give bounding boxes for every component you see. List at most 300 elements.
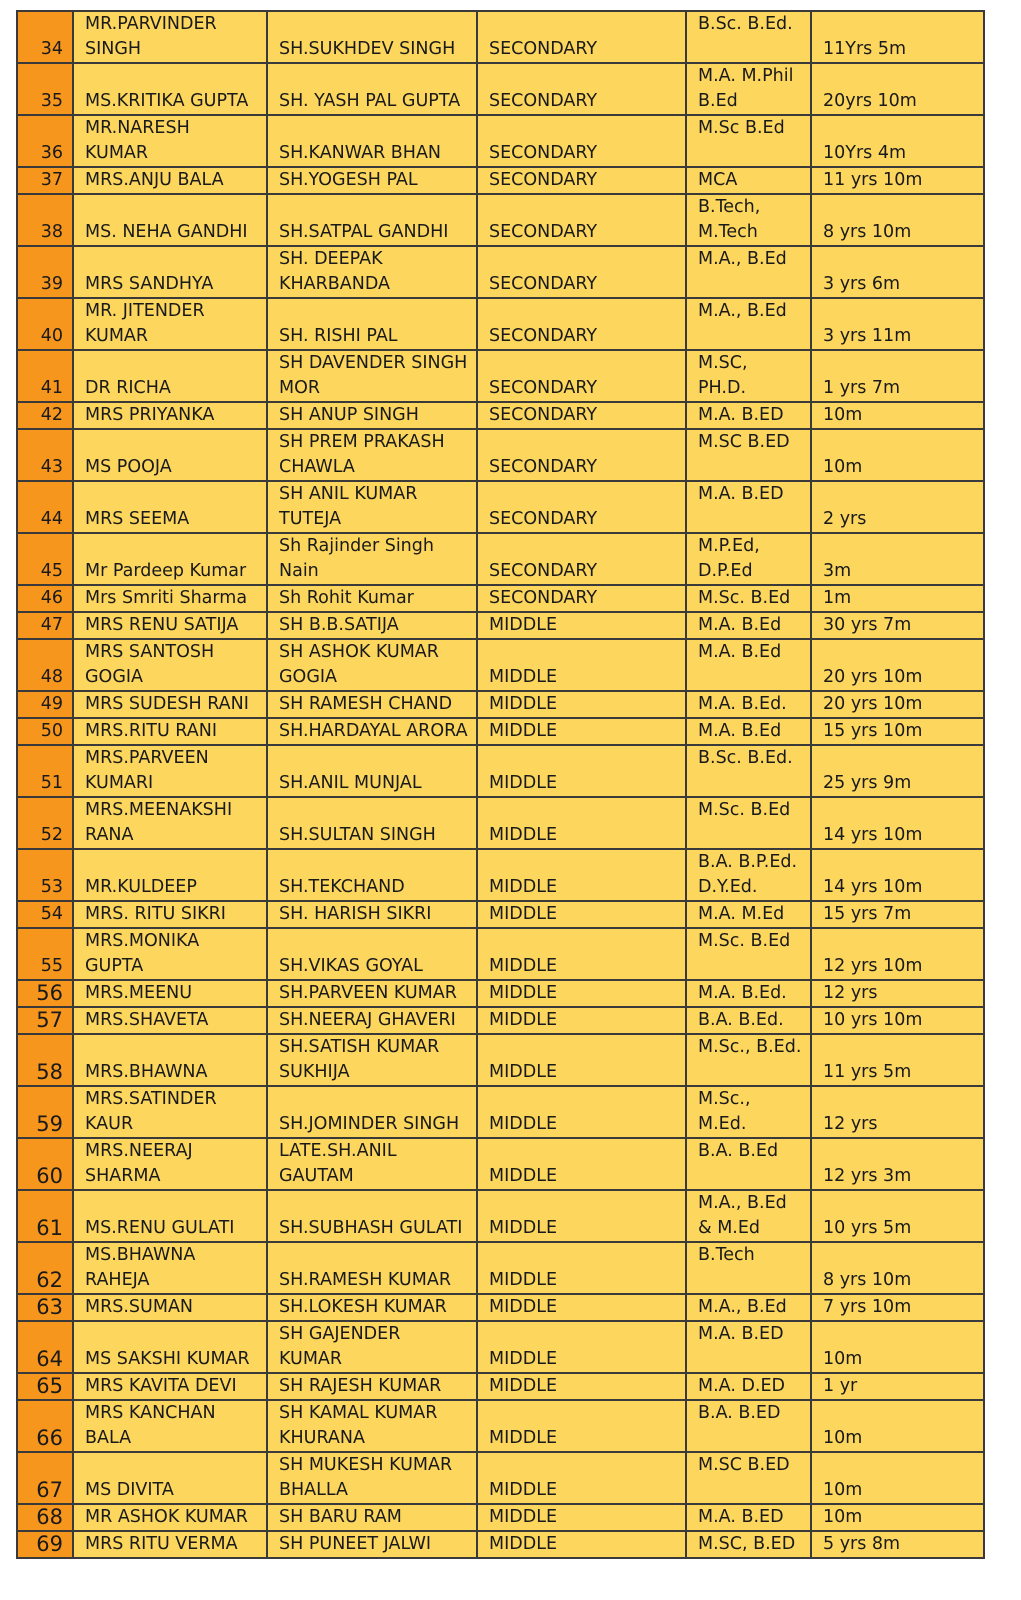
qual-line: B.Sc. B.Ed. (698, 748, 793, 768)
teacher-name-cell (73, 1086, 267, 1138)
father-name-cell (267, 745, 477, 797)
serial-number-cell: 48 (17, 639, 73, 691)
name-line: KUMAR (85, 326, 149, 346)
father-line: SH. HARISH SIKRI (279, 904, 432, 924)
staff-table-body (17, 11, 984, 1558)
father-name-cell (267, 115, 477, 167)
level-cell: SECONDARY (477, 246, 686, 298)
father-line: SH.VIKAS GOYAL (279, 956, 423, 976)
teacher-name-cell (73, 612, 267, 639)
father-line: SH.SUKHDEV SINGH (279, 39, 456, 59)
name-line: MS SAKSHI KUMAR (85, 1349, 250, 1369)
table-row (17, 1086, 984, 1138)
name-line: MRS KANCHAN (85, 1403, 216, 1423)
teacher-name-cell (73, 11, 267, 63)
father-name-cell (267, 612, 477, 639)
level-cell: MIDDLE (477, 1373, 686, 1400)
father-name-cell (267, 849, 477, 901)
level-cell: SECONDARY (477, 298, 686, 350)
name-line: MRS.ANJU BALA (85, 170, 224, 190)
experience-cell: 10m (811, 1452, 984, 1504)
qual-line: M.A. B.Ed (698, 615, 782, 635)
experience-cell: 10 yrs 5m (811, 1190, 984, 1242)
father-line: SH PUNEET JALWI (279, 1534, 432, 1554)
qual-line: M.Sc., (698, 1089, 751, 1109)
table-row (17, 246, 984, 298)
table-row (17, 1007, 984, 1034)
level-cell: MIDDLE (477, 1321, 686, 1373)
father-line: SH.LOKESH KUMAR (279, 1297, 447, 1317)
serial-number-cell: 68 (17, 1504, 73, 1531)
serial-number-cell: 58 (17, 1034, 73, 1086)
table-row (17, 194, 984, 246)
qualification-cell (686, 11, 811, 63)
father-name-cell (267, 533, 477, 585)
name-line: SINGH (85, 39, 142, 59)
name-line: MS. NEHA GANDHI (85, 222, 248, 242)
teacher-name-cell (73, 1531, 267, 1558)
name-line: MRS PRIYANKA (85, 405, 215, 425)
qualification-cell (686, 246, 811, 298)
serial-number-cell: 56 (17, 980, 73, 1007)
father-name-cell (267, 585, 477, 612)
teacher-name-cell (73, 585, 267, 612)
name-line: MS.BHAWNA (85, 1245, 196, 1265)
qualification-cell (686, 1400, 811, 1452)
table-row (17, 691, 984, 718)
father-line: SUKHIJA (279, 1062, 350, 1082)
teacher-name-cell (73, 1504, 267, 1531)
serial-number-cell: 34 (17, 11, 73, 63)
qual-line: B.A. B.Ed (698, 1141, 779, 1161)
teacher-name-cell (73, 1294, 267, 1321)
level-cell: SECONDARY (477, 63, 686, 115)
father-name-cell (267, 1294, 477, 1321)
qual-line: M.A. M.Phil (698, 66, 794, 86)
qual-line: M.A. M.Ed (698, 904, 785, 924)
name-line: MRS.MEENAKSHI (85, 800, 233, 820)
qualification-cell (686, 1242, 811, 1294)
name-line: BALA (85, 1428, 132, 1448)
name-line: MR ASHOK KUMAR (85, 1507, 248, 1527)
father-name-cell (267, 1190, 477, 1242)
experience-cell: 25 yrs 9m (811, 745, 984, 797)
father-line: KUMAR (279, 1349, 343, 1369)
experience-cell: 15 yrs 10m (811, 718, 984, 745)
father-line: SH ASHOK KUMAR (279, 642, 439, 662)
teacher-name-cell (73, 1242, 267, 1294)
qual-line: M.A. B.ED (698, 484, 784, 504)
qual-line: M.Sc B.Ed (698, 118, 785, 138)
qualification-cell (686, 1504, 811, 1531)
level-cell: SECONDARY (477, 350, 686, 402)
qual-line: M.P.Ed, (698, 536, 760, 556)
father-name-cell (267, 1400, 477, 1452)
name-line: MRS SEEMA (85, 509, 190, 529)
father-name-cell (267, 350, 477, 402)
serial-number-cell: 51 (17, 745, 73, 797)
level-cell: MIDDLE (477, 980, 686, 1007)
table-row (17, 1452, 984, 1504)
name-line: MRS RITU VERMA (85, 1534, 238, 1554)
table-row (17, 849, 984, 901)
qual-line: M.Ed. (698, 1114, 747, 1134)
experience-cell: 10m (811, 1504, 984, 1531)
table-row (17, 1138, 984, 1190)
table-row (17, 63, 984, 115)
level-cell: MIDDLE (477, 901, 686, 928)
father-name-cell (267, 1504, 477, 1531)
qualification-cell (686, 612, 811, 639)
father-line: SH. DEEPAK (279, 249, 383, 269)
experience-cell: 30 yrs 7m (811, 612, 984, 639)
qualification-cell (686, 167, 811, 194)
qualification-cell (686, 1190, 811, 1242)
qualification-cell (686, 901, 811, 928)
qual-line: B.Sc. B.Ed. (698, 14, 793, 34)
father-line: SH RAJESH KUMAR (279, 1376, 442, 1396)
name-line: KUMAR (85, 143, 149, 163)
level-cell: SECONDARY (477, 11, 686, 63)
name-line: MR.KULDEEP (85, 877, 197, 897)
qualification-cell (686, 691, 811, 718)
father-name-cell (267, 1086, 477, 1138)
father-name-cell (267, 402, 477, 429)
experience-cell: 12 yrs 3m (811, 1138, 984, 1190)
serial-number-cell: 41 (17, 350, 73, 402)
qual-line: M.Tech (698, 222, 758, 242)
table-row (17, 1190, 984, 1242)
teacher-name-cell (73, 246, 267, 298)
experience-cell: 10 yrs 10m (811, 1007, 984, 1034)
qual-line: M.Sc. B.Ed (698, 931, 791, 951)
serial-number-cell: 66 (17, 1400, 73, 1452)
father-line: KHARBANDA (279, 274, 390, 294)
table-row (17, 1034, 984, 1086)
qual-line: B.A. B.Ed. (698, 1010, 784, 1030)
father-name-cell (267, 718, 477, 745)
father-name-cell (267, 797, 477, 849)
experience-cell: 7 yrs 10m (811, 1294, 984, 1321)
serial-number-cell: 54 (17, 901, 73, 928)
father-name-cell (267, 194, 477, 246)
father-line: SH.RAMESH KUMAR (279, 1270, 451, 1290)
qual-line: M.A. B.ED (698, 405, 784, 425)
name-line: MS POOJA (85, 457, 172, 477)
name-line: KUMARI (85, 773, 154, 793)
father-name-cell (267, 980, 477, 1007)
teacher-name-cell (73, 481, 267, 533)
serial-number-cell: 61 (17, 1190, 73, 1242)
level-cell: SECONDARY (477, 481, 686, 533)
qualification-cell (686, 1138, 811, 1190)
table-row (17, 1373, 984, 1400)
level-cell: MIDDLE (477, 745, 686, 797)
father-line: SH.SUBHASH GULATI (279, 1218, 463, 1238)
qual-line: M.A., B.Ed (698, 301, 787, 321)
qualification-cell (686, 745, 811, 797)
qual-line: M.Sc., B.Ed. (698, 1037, 802, 1057)
level-cell: SECONDARY (477, 167, 686, 194)
qualification-cell (686, 1086, 811, 1138)
teacher-name-cell (73, 1007, 267, 1034)
level-cell: SECONDARY (477, 402, 686, 429)
name-line: MRS. RITU SIKRI (85, 904, 226, 924)
level-cell: SECONDARY (477, 533, 686, 585)
qualification-cell (686, 639, 811, 691)
serial-number-cell: 40 (17, 298, 73, 350)
father-line: Sh Rohit Kumar (279, 588, 414, 608)
name-line: MRS.PARVEEN (85, 748, 209, 768)
experience-cell: 20 yrs 10m (811, 639, 984, 691)
father-line: SH.YOGESH PAL (279, 170, 418, 190)
father-line: SH KAMAL KUMAR (279, 1403, 438, 1423)
father-name-cell (267, 429, 477, 481)
qual-line: M.SC, B.ED (698, 1534, 796, 1554)
teacher-name-cell (73, 639, 267, 691)
father-line: CHAWLA (279, 457, 355, 477)
experience-cell: 10Yrs 4m (811, 115, 984, 167)
name-line: KAUR (85, 1114, 134, 1134)
experience-cell: 20 yrs 10m (811, 691, 984, 718)
qual-line: M.A. B.ED (698, 1324, 784, 1344)
father-name-cell (267, 481, 477, 533)
level-cell: MIDDLE (477, 1086, 686, 1138)
serial-number-cell: 36 (17, 115, 73, 167)
staff-table (16, 10, 985, 1559)
father-name-cell (267, 1373, 477, 1400)
level-cell: MIDDLE (477, 928, 686, 980)
qual-line: M.A. B.ED (698, 1507, 784, 1527)
experience-cell: 10m (811, 1321, 984, 1373)
table-row (17, 481, 984, 533)
qual-line: M.A. B.Ed. (698, 694, 787, 714)
experience-cell: 12 yrs (811, 1086, 984, 1138)
table-row (17, 928, 984, 980)
teacher-name-cell (73, 1321, 267, 1373)
staff-table-sheet (16, 10, 983, 1559)
serial-number-cell: 52 (17, 797, 73, 849)
level-cell: MIDDLE (477, 1034, 686, 1086)
qualification-cell (686, 350, 811, 402)
qual-line: M.SC B.ED (698, 432, 790, 452)
table-row (17, 11, 984, 63)
qualification-cell (686, 481, 811, 533)
table-row (17, 402, 984, 429)
qualification-cell (686, 1373, 811, 1400)
teacher-name-cell (73, 980, 267, 1007)
qualification-cell (686, 1452, 811, 1504)
father-line: GAUTAM (279, 1166, 354, 1186)
name-line: MRS.SATINDER (85, 1089, 217, 1109)
father-name-cell (267, 1007, 477, 1034)
table-row (17, 612, 984, 639)
name-line: RAHEJA (85, 1270, 150, 1290)
serial-number-cell: 42 (17, 402, 73, 429)
father-name-cell (267, 901, 477, 928)
table-row (17, 1504, 984, 1531)
level-cell: SECONDARY (477, 429, 686, 481)
level-cell: MIDDLE (477, 612, 686, 639)
father-line: SH B.B.SATIJA (279, 615, 399, 635)
level-cell: SECONDARY (477, 194, 686, 246)
name-line: DR RICHA (85, 378, 171, 398)
qual-line: M.Sc. B.Ed (698, 800, 791, 820)
experience-cell: 5 yrs 8m (811, 1531, 984, 1558)
level-cell: SECONDARY (477, 585, 686, 612)
experience-cell: 14 yrs 10m (811, 797, 984, 849)
serial-number-cell: 55 (17, 928, 73, 980)
name-line: RANA (85, 825, 134, 845)
name-line: GOGIA (85, 667, 144, 687)
qualification-cell (686, 718, 811, 745)
table-row (17, 1400, 984, 1452)
father-line: KHURANA (279, 1428, 365, 1448)
table-row (17, 298, 984, 350)
name-line: MRS KAVITA DEVI (85, 1376, 237, 1396)
serial-number-cell: 50 (17, 718, 73, 745)
experience-cell: 10m (811, 402, 984, 429)
father-line: GOGIA (279, 667, 338, 687)
name-line: MRS.MONIKA (85, 931, 200, 951)
teacher-name-cell (73, 63, 267, 115)
experience-cell: 2 yrs (811, 481, 984, 533)
qual-line: D.Y.Ed. (698, 877, 758, 897)
table-row (17, 1321, 984, 1373)
father-name-cell (267, 1321, 477, 1373)
qualification-cell (686, 1007, 811, 1034)
qualification-cell (686, 1294, 811, 1321)
father-line: SH.ANIL MUNJAL (279, 773, 422, 793)
qualification-cell (686, 928, 811, 980)
experience-cell: 11Yrs 5m (811, 11, 984, 63)
name-line: SHARMA (85, 1166, 161, 1186)
table-row (17, 639, 984, 691)
teacher-name-cell (73, 194, 267, 246)
experience-cell: 3 yrs 11m (811, 298, 984, 350)
qual-line: M.SC B.ED (698, 1455, 790, 1475)
father-line: SH PREM PRAKASH (279, 432, 445, 452)
father-name-cell (267, 928, 477, 980)
teacher-name-cell (73, 350, 267, 402)
serial-number-cell: 53 (17, 849, 73, 901)
teacher-name-cell (73, 1138, 267, 1190)
name-line: MS.KRITIKA GUPTA (85, 91, 249, 111)
father-line: SH DAVENDER SINGH (279, 353, 468, 373)
qual-line: B.A. B.ED (698, 1403, 781, 1423)
serial-number-cell: 65 (17, 1373, 73, 1400)
name-line: MS DIVITA (85, 1480, 174, 1500)
qual-line: B.Ed (698, 91, 738, 111)
serial-number-cell: 69 (17, 1531, 73, 1558)
qualification-cell (686, 298, 811, 350)
father-name-cell (267, 11, 477, 63)
level-cell: MIDDLE (477, 639, 686, 691)
teacher-name-cell (73, 298, 267, 350)
teacher-name-cell (73, 1452, 267, 1504)
table-row (17, 1531, 984, 1558)
serial-number-cell: 49 (17, 691, 73, 718)
father-name-cell (267, 691, 477, 718)
level-cell: MIDDLE (477, 1531, 686, 1558)
teacher-name-cell (73, 1034, 267, 1086)
father-line: Nain (279, 561, 319, 581)
name-line: MRS.SUMAN (85, 1297, 194, 1317)
father-name-cell (267, 1138, 477, 1190)
level-cell: MIDDLE (477, 1190, 686, 1242)
name-line: MRS SANDHYA (85, 274, 214, 294)
qual-line: D.P.Ed (698, 561, 753, 581)
level-cell: MIDDLE (477, 718, 686, 745)
father-line: SH.SATPAL GANDHI (279, 222, 449, 242)
experience-cell: 1m (811, 585, 984, 612)
teacher-name-cell (73, 849, 267, 901)
table-row (17, 980, 984, 1007)
qualification-cell (686, 115, 811, 167)
table-row (17, 167, 984, 194)
teacher-name-cell (73, 928, 267, 980)
experience-cell: 12 yrs 10m (811, 928, 984, 980)
teacher-name-cell (73, 1190, 267, 1242)
teacher-name-cell (73, 718, 267, 745)
father-line: SH MUKESH KUMAR (279, 1455, 453, 1475)
experience-cell: 15 yrs 7m (811, 901, 984, 928)
father-line: SH ANIL KUMAR (279, 484, 418, 504)
level-cell: MIDDLE (477, 1138, 686, 1190)
level-cell: MIDDLE (477, 1007, 686, 1034)
teacher-name-cell (73, 402, 267, 429)
father-line: SH.NEERAJ GHAVERI (279, 1010, 456, 1030)
serial-number-cell: 37 (17, 167, 73, 194)
qualification-cell (686, 402, 811, 429)
father-line: SH.JOMINDER SINGH (279, 1114, 460, 1134)
experience-cell: 1 yr (811, 1373, 984, 1400)
father-line: SH. RISHI PAL (279, 326, 398, 346)
teacher-name-cell (73, 115, 267, 167)
name-line: MRS SANTOSH (85, 642, 215, 662)
qualification-cell (686, 533, 811, 585)
serial-number-cell: 62 (17, 1242, 73, 1294)
father-line: LATE.SH.ANIL (279, 1141, 397, 1161)
name-line: MRS.BHAWNA (85, 1062, 208, 1082)
serial-number-cell: 57 (17, 1007, 73, 1034)
serial-number-cell: 64 (17, 1321, 73, 1373)
serial-number-cell: 67 (17, 1452, 73, 1504)
level-cell: MIDDLE (477, 1242, 686, 1294)
father-name-cell (267, 1242, 477, 1294)
table-row (17, 533, 984, 585)
name-line: MRS.MEENU (85, 983, 193, 1003)
qual-line: M.A., B.Ed (698, 249, 787, 269)
experience-cell: 8 yrs 10m (811, 194, 984, 246)
name-line: MR.NARESH (85, 118, 190, 138)
serial-number-cell: 46 (17, 585, 73, 612)
name-line: MRS.SHAVETA (85, 1010, 209, 1030)
qual-line: M.A. B.Ed (698, 721, 782, 741)
qualification-cell (686, 1531, 811, 1558)
father-line: SH ANUP SINGH (279, 405, 419, 425)
qual-line: B.A. B.P.Ed. (698, 852, 798, 872)
serial-number-cell: 63 (17, 1294, 73, 1321)
teacher-name-cell (73, 691, 267, 718)
qualification-cell (686, 585, 811, 612)
father-line: SH BARU RAM (279, 1507, 402, 1527)
father-line: BHALLA (279, 1480, 349, 1500)
father-name-cell (267, 298, 477, 350)
serial-number-cell: 39 (17, 246, 73, 298)
father-name-cell (267, 167, 477, 194)
qualification-cell (686, 194, 811, 246)
